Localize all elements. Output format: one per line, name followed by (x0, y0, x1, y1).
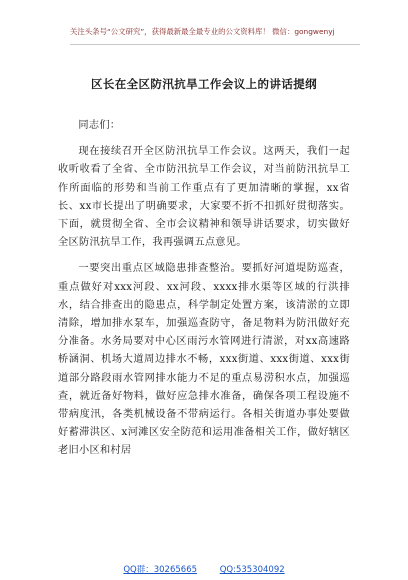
paragraph-point-one: 一要突出重点区域隐患排查整治。要抓好河道堤防巡查，重点做好对xxx河段、xx河段、xxxx排水渠等区域的行洪排水，结合排查出的隐患点，科学制定处置方案，该清淤的立即清除，增加排水泵车，加强巡查防守，备足物料为防汛做好充分准备。水务局要对中心区雨污水管网进行清淤，对xx高速路桥涵洞、机场大道周边排水不畅，xxx街道、xxx街道、xxx街道部分路段雨水管网排水能力不足的重点易涝积水点，加强巡查，就近备好物料，做好应急排水准备，确保各项工程设施不带病度汛，各类机械设备不带病运行。各相关街道办事处要做好蓄滞洪区、x河滩区安全防范和运用准备相关工作，做好辖区老旧小区和村居 (58, 263, 350, 457)
paragraph-intro: 现在接续召开全区防汛抗旱工作会议。这两天，我们一起收听收看了全省、全市防汛抗旱工作会议，对当前防汛抗旱工作所面临的形势和当前工作重点有了更加清晰的掌握，xx省长、xx市长提出了明确要求，大家要不折不扣抓好贯彻落实。下面，就贯彻全省、全市会议精神和领导讲话要求，切实做好全区防汛抗旱工作，我再强调五点意见。 (58, 146, 350, 249)
footer-qq[interactable]: QQ:535304092 (219, 565, 285, 575)
header-promo-text: 关注头条号“公文研究”，获得最新最全最专业的公文资料库！ 微信：gongwenyj (70, 27, 335, 36)
header-divider (70, 44, 360, 45)
greeting: 同志们： (78, 120, 121, 131)
document-body (58, 117, 350, 469)
document-title: 区长在全区防汛抗旱工作会议上的讲话提纲 (90, 77, 318, 91)
footer-qq-group[interactable]: QQ群：30265665 (123, 565, 198, 575)
footer (0, 563, 408, 575)
